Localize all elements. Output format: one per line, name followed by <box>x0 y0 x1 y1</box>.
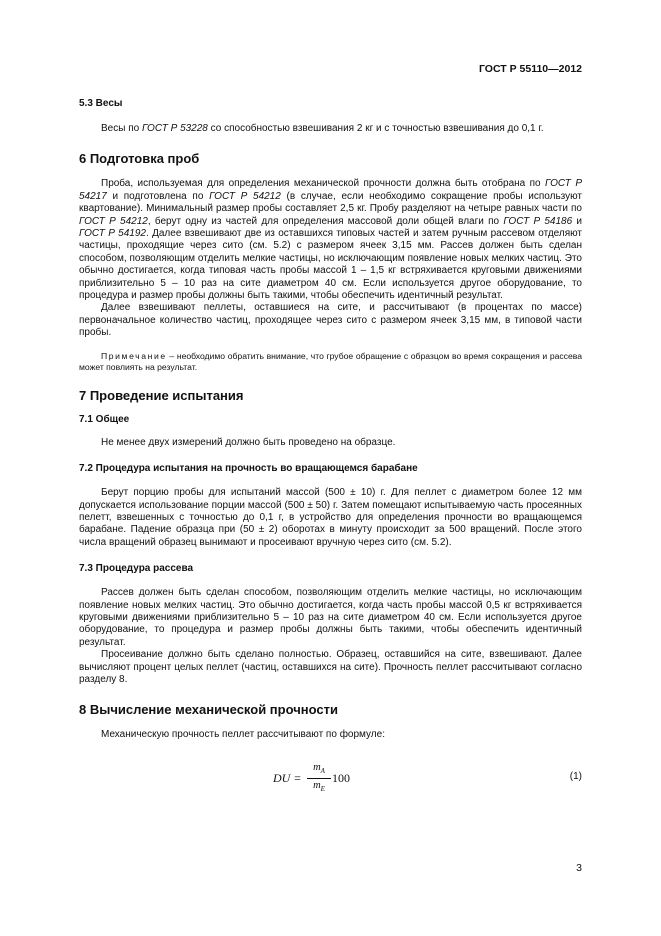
section-6-note <box>79 351 582 373</box>
section-6-paragraph-1: Проба, используемая для определения механической прочности должна быть отобрана по ГОСТ Р 54217 и подготовлена по ГОСТ Р 54212 (в случае, если необходимо сокращение пробы используют квартование). Минимальный размер пробы составляет 2,5 кг. Пробу разделяют на четыре равных части по ГОСТ Р 54212, берут одну из частей для определения массовой доли общей влаги по ГОСТ Р 54186 и ГОСТ Р 54192. Далее взвешивают две из оставшихся типовых частей и затем ручным рассевом отделяют частицы, проходящие через сито (см. 5.2) с размером ячеек 3,15 мм. Рассев должен быть сделан способом, позволяющим отделить мелкие частицы, но исключающим появление новых мелких частиц. Это обычно достигается, когда типовая часть пробы массой 1 – 1,5 кг встряхивается круговыми движениями приблизительно 5 – 10 раз на сите диаметром 40 см. Если используется другое оборудование, то процедура и размер пробы должны быть такими, чтобы обеспечить идентичный результат. <box>79 178 583 302</box>
section-8-text: Механическую прочность пеллет рассчитывают по формуле: <box>101 729 385 741</box>
formula-1 <box>79 762 582 796</box>
document-code-header: ГОСТ Р 55110—2012 <box>478 63 582 75</box>
section-7-3-paragraph-1: Рассев должен быть сделан способом, позволяющим отделить мелкие частицы, но исключающим появление новых мелких частиц. Это обычно достигается, когда часть пробы массой 0,5 кг встряхивается круговыми движениями приблизительно 5 – 10 раз на сите диаметром 40 см. Если используется другое оборудование, то процедура и размер пробы должны быть такими, чтобы обеспечить идентичный результат. <box>79 587 582 648</box>
section-7-3-paragraph-2: Просеивание должно быть сделано полностью. Образец, оставшийся на сите, взвешивают. Далее вычисляют процент целых пеллет (частиц, оставшихся на сите). Прочность пеллет рассчитывают согласно разделу 8. <box>79 649 582 685</box>
section-8-heading: 8 Вычисление механической прочности <box>79 702 338 718</box>
formula-lhs: DU = <box>273 770 302 785</box>
section-7-2-text: Берут порцию пробы для испытаний массой (500 ± 10) г. Для пеллет с диаметром более 12 мм допускается использование порции массой (500 ± 50) г. Затем помещают испытываемую часть просеянных пелетт, взвешенных с точностью до 0,1 г, в устройство для определения прочности во вращающемся барабане. Падение образца при (50 ± 2) оборотах в минуту происходит за 500 вращений. После этого числа вращений образец вынимают и просеивают вручную через сито (см. 5.2). <box>79 487 582 548</box>
section-7-1-text: Не менее двух измерений должно быть проведено на образце. <box>101 436 396 448</box>
formula-multiplier: 100 <box>332 770 350 785</box>
formula-fraction <box>307 762 331 795</box>
section-7-1-heading: 7.1 Общее <box>79 413 130 425</box>
section-7-heading: 7 Проведение испытания <box>79 387 244 403</box>
denominator-variable: m <box>313 779 321 791</box>
formula-numerator <box>307 762 331 777</box>
numerator-variable: m <box>313 761 321 773</box>
equation-number: (1) <box>569 770 582 782</box>
section-6-heading: 6 Подготовка проб <box>79 151 200 167</box>
section-7-2-heading: 7.2 Процедура испытания на прочность во вращающемся барабане <box>79 463 418 475</box>
note-label: Примечание <box>101 350 167 361</box>
denominator-subscript: E <box>320 784 325 793</box>
page-number: 3 <box>576 862 582 874</box>
section-6-paragraph-2: Далее взвешивают пеллеты, оставшиеся на сите, и рассчитывают (в процентах по массе) первоначальное количество частиц, проходящее через сито с размером ячеек 3,15 мм, в типовой части пробы. <box>79 302 582 339</box>
page-content <box>79 98 582 796</box>
note-text: – необходимо обратить внимание, что грубое обращение с образцом во время сокращения и рассева может повлиять на результат. <box>79 350 582 372</box>
section-5-3-heading: 5.3 Весы <box>79 98 123 109</box>
section-7-3-heading: 7.3 Процедура рассева <box>79 563 194 575</box>
section-5-3-text: Весы по ГОСТ Р 53228 со способностью взвешивания 2 кг и с точностью взвешивания до 0,1 г. <box>101 123 544 134</box>
fraction-bar <box>307 778 331 779</box>
numerator-subscript: A <box>320 766 325 775</box>
formula-denominator <box>307 780 331 795</box>
